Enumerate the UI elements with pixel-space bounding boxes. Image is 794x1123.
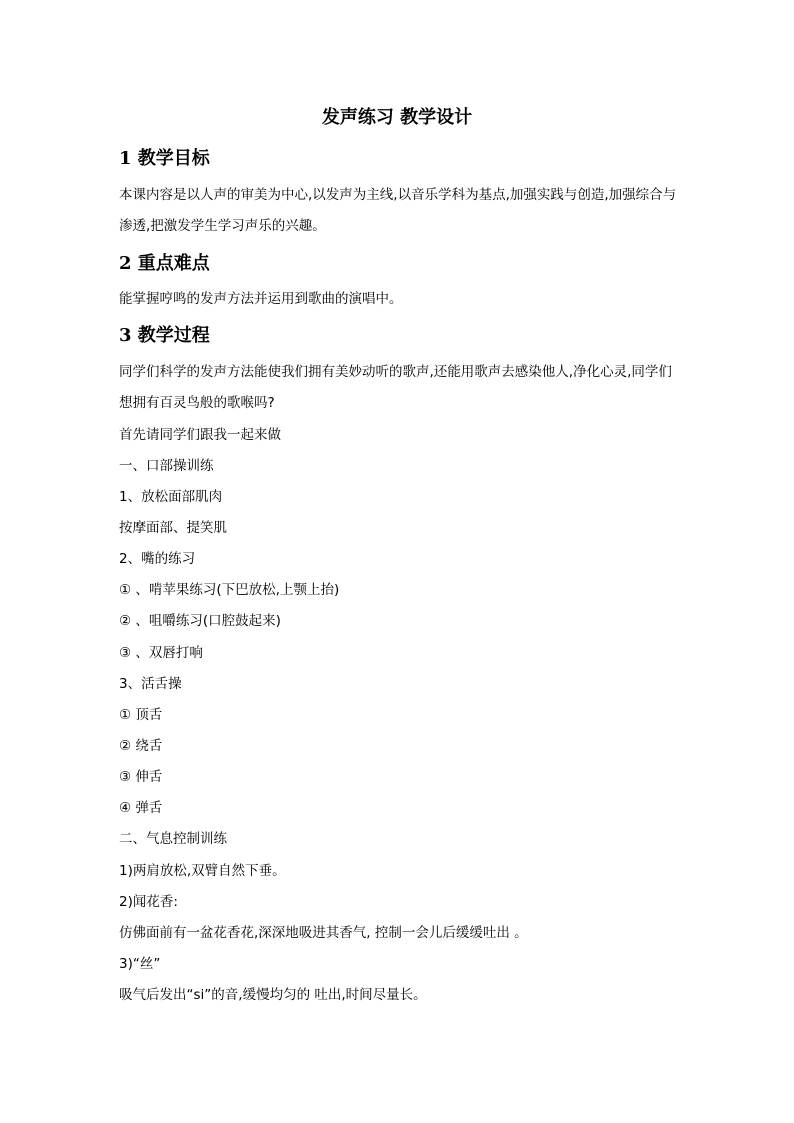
process-line: 1、放松面部肌肉	[119, 489, 223, 505]
process-line: ③ 伸舌	[119, 769, 163, 785]
process-line: 3)“丝”	[119, 956, 161, 972]
process-line: 吸气后发出“si”的音,缓慢均匀的 吐出,时间尽量长。	[119, 987, 427, 1003]
process-line: 按摩面部、提笑肌	[119, 520, 227, 536]
objectives-paragraph: 本课内容是以人声的审美为中心,以发声为主线,以音乐学科为基点,加强实践与创造,加强综合与渗透,把激发学生学习声乐的兴趣。	[119, 187, 677, 234]
key-points-paragraph: 能掌握哼鸣的发声方法并运用到歌曲的演唱中。	[119, 291, 403, 307]
process-line: ① 、啃苹果练习(下巴放松,上颚上抬)	[119, 582, 340, 598]
process-line: 2、嘴的练习	[119, 551, 196, 567]
process-line: 3、活舌操	[119, 676, 182, 692]
process-line: 仿佛面前有一盆花香花,深深地吸进其香气, 控制一会儿后缓缓吐出 。	[119, 925, 528, 941]
process-line: 一、口部操训练	[119, 458, 214, 474]
process-line: 2)闻花香:	[119, 894, 178, 910]
process-line: 首先请同学们跟我一起来做	[119, 427, 281, 443]
section-heading-key-points: 2 重点难点	[119, 253, 210, 274]
process-line: 二、气息控制训练	[119, 831, 227, 847]
process-intro-paragraph: 同学们科学的发声方法能使我们拥有美妙动听的歌声,还能用歌声去感染他人,净化心灵,同学们想拥有百灵鸟般的歌喉吗?	[119, 364, 672, 411]
process-line: 1)两肩放松,双臂自然下垂。	[119, 863, 286, 879]
process-line: ③ 、双唇打响	[119, 645, 203, 661]
process-line: ② 、咀嚼练习(口腔鼓起来)	[119, 613, 281, 629]
process-line: ② 绕舌	[119, 738, 163, 754]
section-heading-process: 3 教学过程	[119, 325, 210, 346]
section-heading-objectives: 1 教学目标	[119, 148, 210, 169]
process-line: ① 顶舌	[119, 707, 163, 723]
document-title: 发声练习 教学设计	[321, 107, 473, 128]
process-line: ④ 弹舌	[119, 800, 163, 816]
